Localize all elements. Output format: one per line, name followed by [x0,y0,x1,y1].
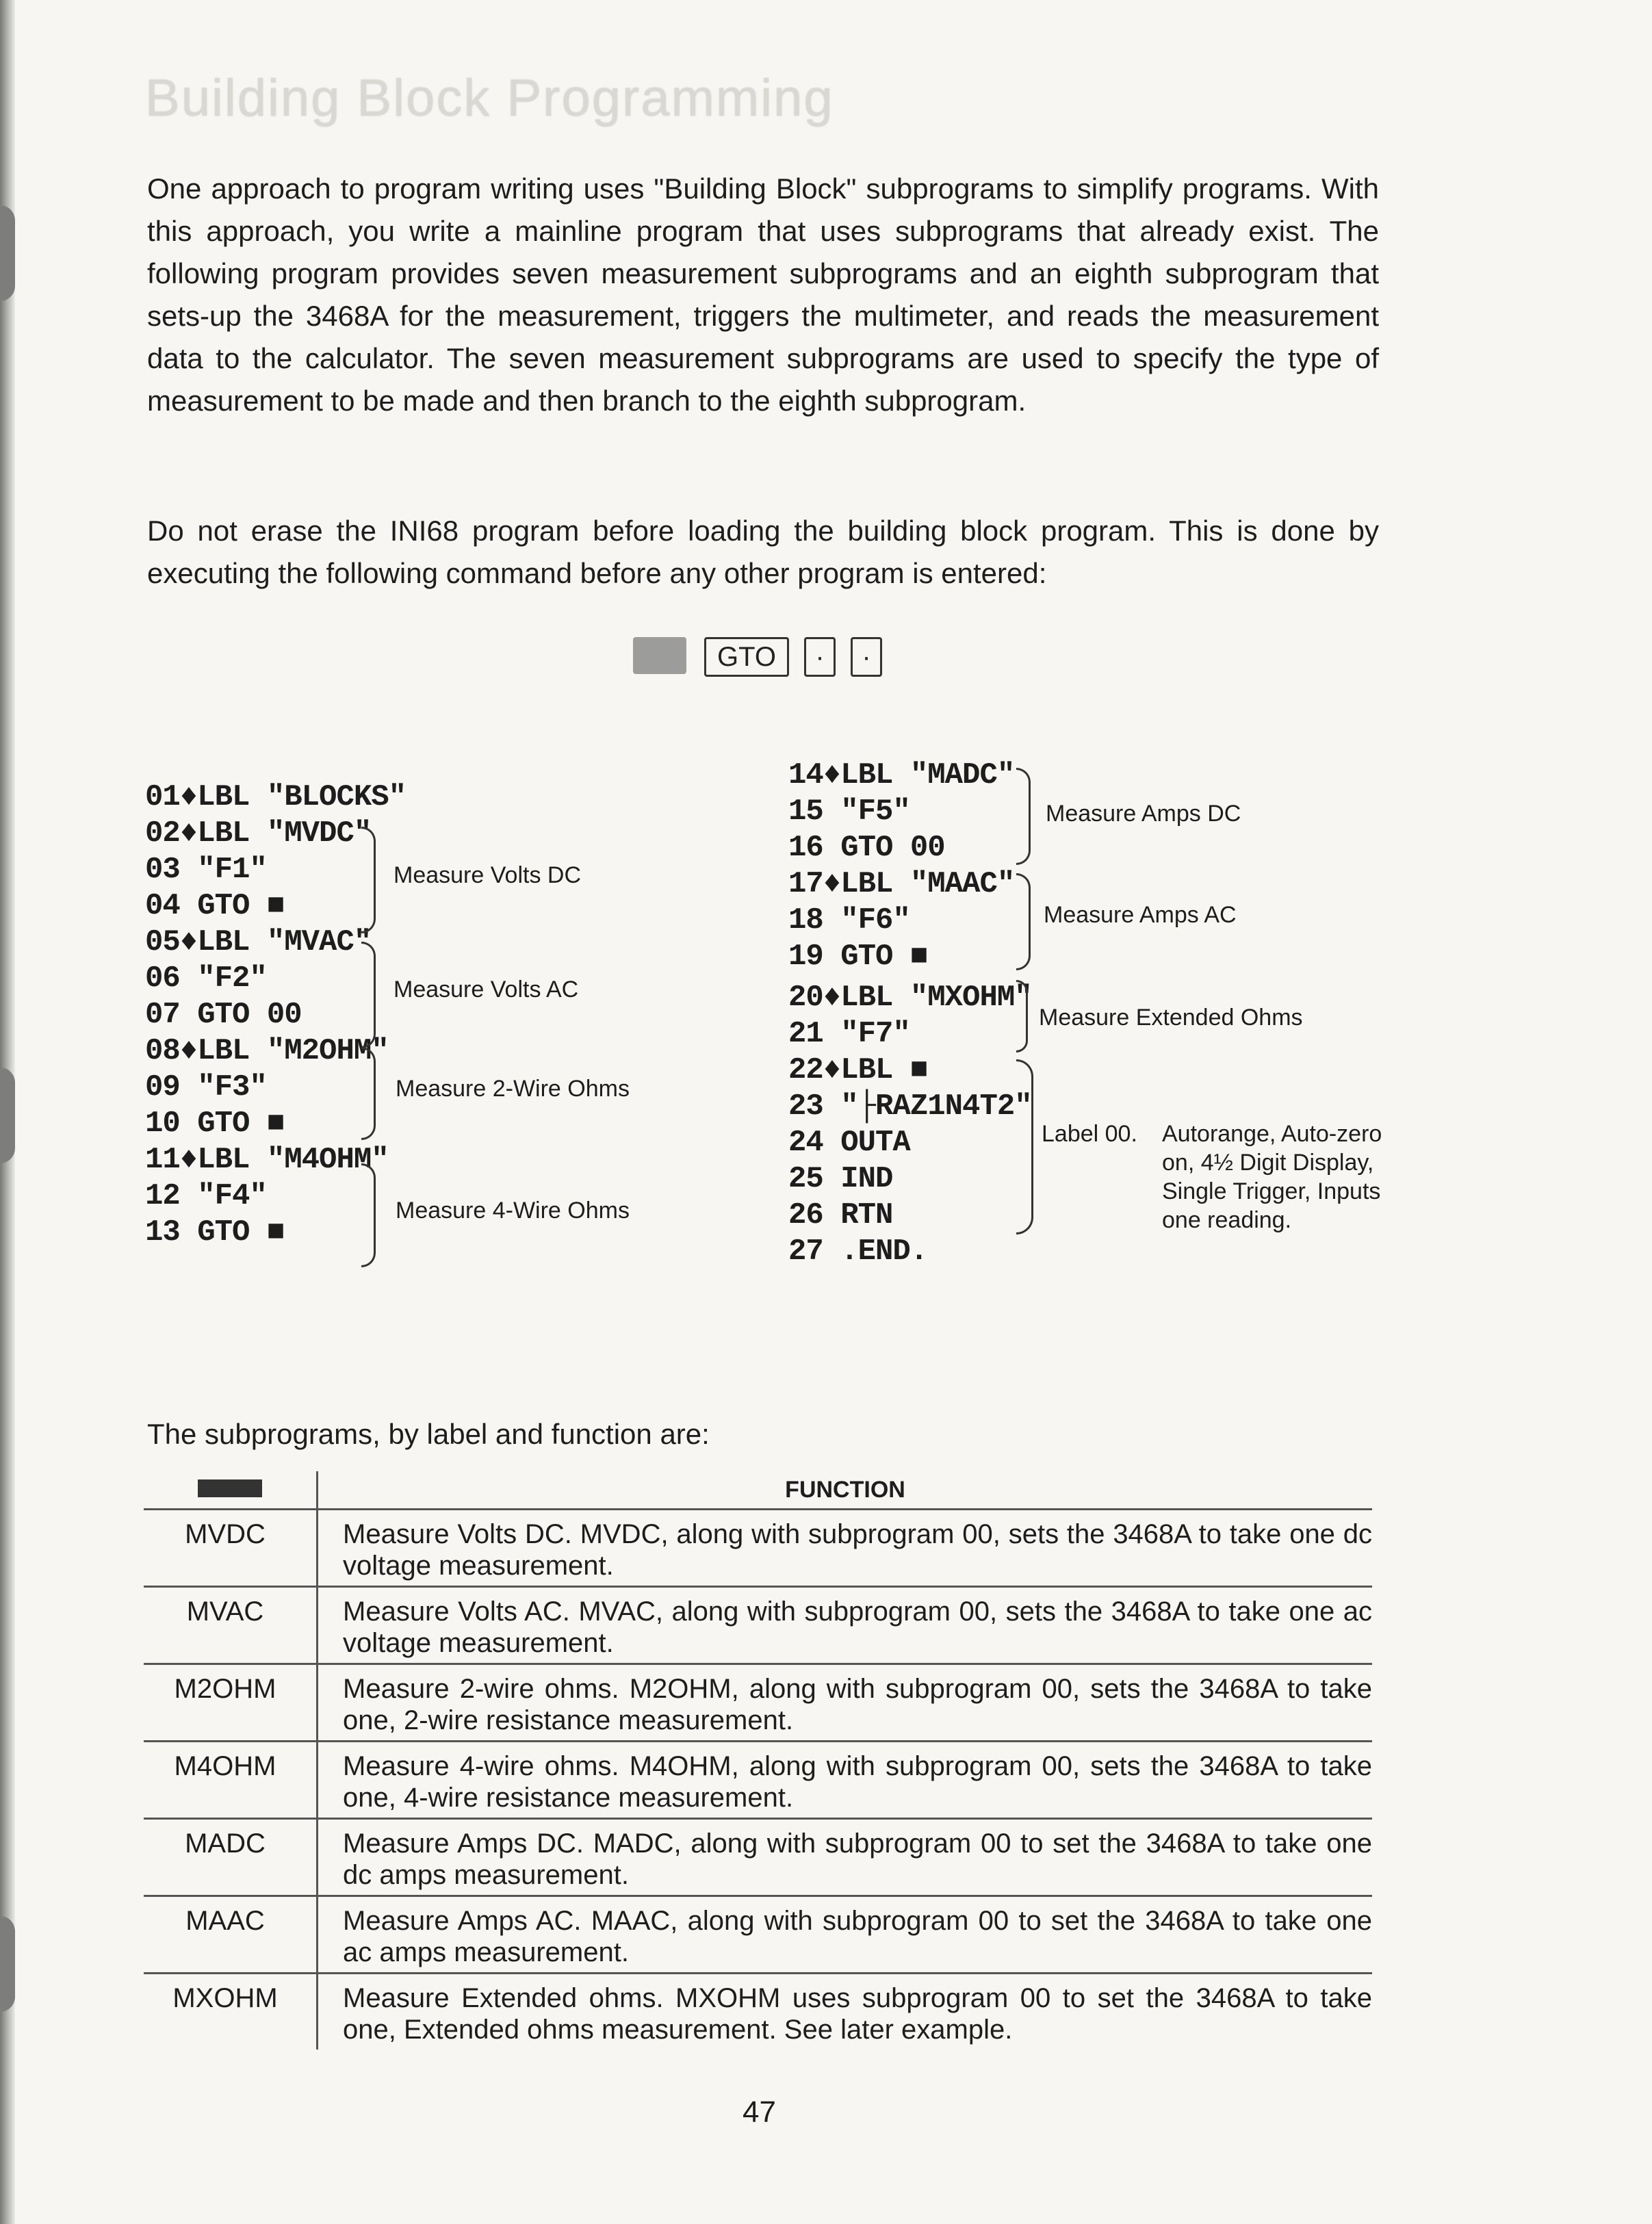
program-line: 05♦LBL "MVAC" [145,925,372,959]
subprogram-function: Measure 2-wire ohms. M2OHM, along with subprogram 00, sets the 3468A to take one, 2-wire resistance measurement. [318,1664,1373,1742]
program-line: 14♦LBL "MADC" [788,758,1015,792]
subprogram-label: M2OHM [144,1664,318,1742]
annotation-2-wire-ohms: Measure 2-Wire Ohms [396,1076,630,1102]
program-line: 15 "F5" [788,794,910,829]
subprogram-function: Measure Volts AC. MVAC, along with subprogram 00, sets the 3468A to take one ac voltage measurement. [318,1587,1373,1664]
program-line: 17♦LBL "MAAC" [788,867,1015,901]
subprogram-table [144,1471,1372,2050]
program-line: 26 RTN [788,1198,893,1232]
program-line: 20♦LBL "MXOHM" [788,981,1032,1015]
program-line: 19 GTO ■ [788,940,928,974]
subprogram-label: MXOHM [144,1974,318,2050]
decimal-point-key: · [804,637,836,677]
annotation-label-00-description: Autorange, Auto-zero on, 4½ Digit Display, Single Trigger, Inputs one reading. [1162,1121,1382,1233]
annotation-amps-ac: Measure Amps AC [1044,902,1237,928]
annotation-extended-ohms: Measure Extended Ohms [1039,1005,1303,1031]
page-title: Building Block Programming [145,69,834,127]
annotation-volts-ac: Measure Volts AC [393,977,579,1003]
label-header-marker-icon [198,1479,262,1497]
shift-key-icon [633,637,686,674]
program-line: 21 "F7" [788,1017,910,1051]
table-row [144,1742,1372,1819]
brace-icon [1016,768,1031,865]
table-row [144,1664,1372,1742]
brace-icon [361,827,376,933]
table-header-row [144,1471,1372,1510]
program-line: 06 "F2" [145,961,267,996]
program-line: 23 "├RAZ1N4T2" [788,1089,1032,1124]
brace-icon [361,1163,376,1267]
table-row [144,1896,1372,1974]
subprogram-function: Measure Volts DC. MVDC, along with subprogram 00, sets the 3468A to take one dc voltage measurement. [318,1510,1373,1587]
program-line: 18 "F6" [788,903,910,938]
subprogram-label: MADC [144,1819,318,1896]
subprogram-function: Measure Amps DC. MADC, along with subprogram 00 to set the 3468A to take one dc amps measurement. [318,1819,1373,1896]
program-line: 11♦LBL "M4OHM" [145,1143,389,1177]
program-line: 03 "F1" [145,853,267,887]
subprogram-function: Measure 4-wire ohms. M4OHM, along with subprogram 00, sets the 3468A to take one, 4-wire resistance measurement. [318,1742,1373,1819]
page-number: 47 [743,2095,776,2129]
function-column-header: FUNCTION [318,1471,1373,1510]
gto-key: GTO [704,637,789,677]
brace-icon [361,942,376,1048]
brace-icon [1016,1059,1033,1234]
table-row [144,1819,1372,1896]
brace-icon [1016,873,1031,970]
program-line: 04 GTO ■ [145,889,285,923]
program-line: 25 IND [788,1162,893,1196]
table-row [144,1587,1372,1664]
table-row [144,1974,1372,2050]
table-caption: The subprograms, by label and function are: [147,1418,710,1450]
binding-hole [0,1916,15,2012]
subprogram-label: MVDC [144,1510,318,1587]
subprogram-label: M4OHM [144,1742,318,1819]
program-line: 12 "F4" [145,1179,267,1213]
program-line: 27 .END. [788,1234,928,1269]
intro-paragraph: One approach to program writing uses "Building Block" subprograms to simplify programs. With this approach, you write a mainline program that uses subprograms that already exist. The following program provides seven measurement subprograms and an eighth subprogram that sets-up the 3468A for the measurement, triggers the multimeter, and reads the measurement data to the calculator. The seven measurement subprograms are used to specify the type of measurement to be made and then branch to the eighth subprogram. [147,172,1379,417]
program-line: 24 OUTA [788,1126,910,1160]
binding-hole [0,205,15,301]
program-line: 02♦LBL "MVDC" [145,816,372,851]
annotation-4-wire-ohms: Measure 4-Wire Ohms [396,1198,630,1224]
program-line: 08♦LBL "M2OHM" [145,1034,389,1068]
program-line: 01♦LBL "BLOCKS" [145,780,406,814]
brace-icon [361,1047,376,1140]
program-line: 13 GTO ■ [145,1215,285,1250]
annotation-volts-dc: Measure Volts DC [393,862,581,888]
binding-hole [0,1068,15,1163]
program-line: 22♦LBL ■ [788,1053,928,1087]
subprogram-function: Measure Extended ohms. MXOHM uses subprogram 00 to set the 3468A to take one, Extended ohms measurement. See later example. [343,1983,1372,2045]
label-column-header [144,1471,318,1510]
table-row [144,1510,1372,1587]
subprogram-function: Measure Amps AC. MAAC, along with subprogram 00 to set the 3468A to take one ac amps measurement. [318,1896,1373,1974]
program-line: 07 GTO 00 [145,998,302,1032]
page-binding-edge [0,0,15,2224]
program-line: 16 GTO 00 [788,831,945,865]
program-line: 09 "F3" [145,1070,267,1104]
brace-icon [1016,980,1028,1052]
subprogram-label: MAAC [144,1896,318,1974]
decimal-point-key: · [851,637,882,677]
instruction-paragraph: Do not erase the INI68 program before loading the building block program. This is done by executing the following command before any other program is entered: [147,515,1379,589]
program-line: 10 GTO ■ [145,1107,285,1141]
subprogram-label: MVAC [144,1587,318,1664]
annotation-amps-dc: Measure Amps DC [1046,801,1241,827]
annotation-label-00: Label 00. [1042,1121,1137,1147]
